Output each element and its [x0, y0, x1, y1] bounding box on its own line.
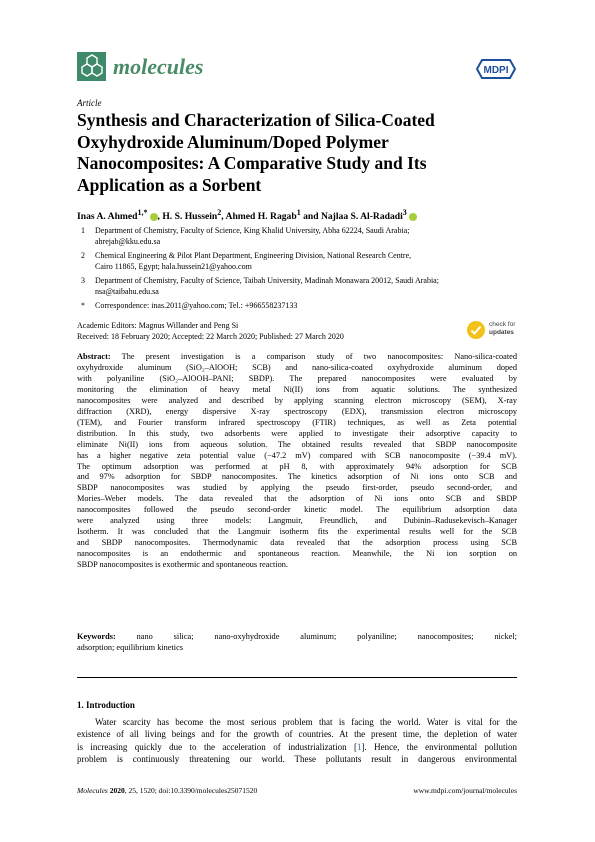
intro-line-tail: ]. Hence, the environmental pollution — [361, 741, 518, 752]
author-name: Inas A. Ahmed — [77, 211, 138, 223]
citation-link[interactable]: 1 — [356, 741, 362, 752]
abstract-line: with polyaniline (SiO₂–AlOOH–PANI; SBDP). The prepared nanocomposites were evaluated by — [77, 373, 517, 383]
hexagon-molecule-icon — [77, 52, 106, 81]
footer-url[interactable]: www.mdpi.com/journal/molecules — [413, 786, 517, 795]
article-title: Synthesis and Characterization of Silica-Coated Oxyhydroxide Aluminum/Doped Polymer Nanocomposites: A Comparative Study and Its Application as a Sorbent — [77, 110, 435, 195]
intro-line: existence of all living beings and for the growth of countries. At the present time, the depletion of water — [77, 729, 517, 740]
journal-name: molecules — [113, 54, 204, 79]
author-name: Ahmed H. Ragab — [225, 211, 297, 223]
keywords-label: Keywords: — [77, 632, 116, 641]
abstract-line: has a higher negative zeta potential value (−47.2 mV) compared with SCB nanocomposite (−39.4 mV). — [77, 450, 517, 460]
orcid-icon[interactable] — [409, 213, 417, 221]
orcid-icon[interactable] — [150, 213, 158, 221]
introduction-text — [77, 716, 517, 766]
correspondence — [77, 301, 517, 312]
author-list — [77, 208, 517, 222]
affiliation — [77, 251, 517, 273]
abstract-line: and SBDP nanocomposites. Thermodynamic data revealed that the adsorption process using SCB — [77, 538, 517, 548]
author-separator: , — [157, 211, 163, 223]
publication-dates: Received: 18 February 2020; Accepted: 22 March 2020; Published: 27 March 2020 — [77, 331, 344, 341]
keywords — [77, 632, 517, 654]
abstract-line: nanocomposites is an endothermic and spontaneous reaction. Meanwhile, the Ni ion sorption on — [77, 549, 517, 559]
abstract-line: diffraction (XRD), energy dispersive X-ray spectroscopy (EDX), transmission electron microscopy — [77, 406, 517, 416]
journal-logo — [77, 52, 106, 81]
author-affiliation: 1 — [296, 208, 301, 217]
affiliation-line: Department of Chemistry, Faculty of Science, Taibah University, Madinah Monawara 20012, Saudi Arabia; — [95, 276, 439, 285]
abstract — [77, 352, 517, 571]
abstract-line: distribution. In this study, two adsorbents were applied to investigate their adsorptive capacity to — [77, 428, 517, 438]
intro-line: is increasing quickly due to the acceleration of industrialization [ — [77, 741, 357, 752]
keywords-line: nano silica; nano-oxyhydroxide aluminum; polyaniline; nanocomposites; nickel; — [115, 632, 517, 641]
abstract-line: eliminate Ni(II) ions from aqueous solution. The obtained results revealed that SBDP nanocomposite — [77, 439, 517, 449]
author-name: Najlaa S. Al-Radadi — [320, 211, 403, 223]
abstract-line: monitoring the elimination of heavy metal Ni(II) ions from aquatic solutions. The synthesized — [77, 384, 517, 394]
footer-citation-rest[interactable]: , 25, 1520; doi:10.3390/molecules25071520 — [124, 786, 258, 795]
abstract-line: nanocomposites were analyzed and described by applying scanning electron microscopy (SEM), X-ray — [77, 395, 517, 405]
check-updates-icon — [466, 320, 486, 340]
author-separator: , — [221, 211, 226, 223]
affiliation-number: * — [81, 301, 85, 310]
abstract-line: oxyhydroxide aluminum (SiO₂–AlOOH; SCB) and nano-silica-coated oxyhydroxide aluminum doped — [77, 362, 517, 372]
abstract-line: The present investigation is a comparison study of two nanocomposites: Nano-silica-coated — [110, 352, 517, 361]
affiliation — [77, 276, 517, 298]
author-separator: and — [300, 211, 321, 223]
check-updates-line1: check for — [489, 321, 516, 328]
intro-line: problem is continuously threatening our world. These pollutants result in dangerous environmental — [77, 754, 517, 765]
abstract-line: were analyzed using three models: Langmuir, Freundlich, and Dubinin–Radusekevisch–Kanager — [77, 516, 517, 526]
abstract-line: Isotherm. It was concluded that the Langmuir isotherm fits the experimental results well for the SCB — [77, 527, 517, 537]
abstract-line: Mories–Weber models. The data revealed that the adsorption of Ni ions onto SCB and SBDP — [77, 494, 517, 504]
article-type: Article — [77, 98, 102, 108]
footer-journal: Molecules — [77, 786, 108, 795]
correspondence-line[interactable]: Correspondence: inas.2011@yahoo.com; Tel.: +966558237133 — [95, 301, 298, 310]
affiliation-line: Chemical Engineering & Pilot Plant Department, Engineering Division, National Research Centre, — [95, 251, 412, 260]
article-dates — [77, 321, 467, 342]
affiliation-number: 2 — [81, 251, 85, 260]
mdpi-logo — [476, 58, 516, 80]
author-name: H. S. Hussein — [162, 211, 218, 223]
author-affiliation: 1,* — [137, 208, 148, 217]
section-divider — [77, 677, 517, 678]
abstract-line: The optimum adsorption was performed at pH 8, with approximately 94% adsorption for SCB — [77, 461, 517, 471]
author-affiliation: 2 — [217, 208, 222, 217]
footer-year: 2020 — [109, 786, 125, 795]
affiliation-number: 3 — [81, 276, 85, 285]
abstract-line: (TEM), and Fourier transform infrared spectroscopy (FTIR) techniques, as well as Zeta potential — [77, 417, 517, 427]
affiliation-number: 1 — [81, 226, 85, 235]
author-affiliation: 3 — [402, 208, 407, 217]
check-updates-line2: updates — [489, 329, 514, 336]
affiliation-email[interactable]: ahrejab@kku.edu.sa — [95, 236, 161, 246]
abstract-line: and 97% adsorption for SBDP nanocomposites. The kinetics adsorption of Ni ions onto SCB and — [77, 472, 517, 482]
footer-citation — [77, 786, 257, 795]
affiliation-email[interactable]: nsa@taibahu.edu.sa — [95, 286, 159, 296]
affiliation — [77, 226, 517, 248]
abstract-line: SBDP nanocomposites was studied by applying the pseudo first-order, pseudo second-order, and — [77, 483, 517, 493]
academic-editors: Academic Editors: Magnus Willander and Peng Si — [77, 321, 239, 330]
intro-line: Water scarcity has become the most serious problem that is facing the world. Water is vital for the — [95, 717, 517, 727]
abstract-label: Abstract: — [77, 352, 111, 361]
affiliation-email[interactable]: Cairo 11865, Egypt; hala.hussein21@yahoo.com — [95, 261, 252, 271]
abstract-line: nanocomposites followed the pseudo second-order kinetic model. The equilibrium adsorption data — [77, 505, 517, 515]
introduction-heading: 1. Introduction — [77, 700, 135, 710]
mdpi-text: MDPI — [483, 65, 509, 76]
abstract-line: SBDP nanocomposites is exothermic and spontaneous reaction. — [77, 560, 288, 570]
affiliation-line: Department of Chemistry, Faculty of Science, King Khalid University, Abha 62224, Saudi Arabia; — [95, 226, 410, 235]
keywords-line: adsorption; equilibrium kinetics — [77, 642, 183, 652]
check-for-updates-badge[interactable] — [466, 318, 520, 342]
